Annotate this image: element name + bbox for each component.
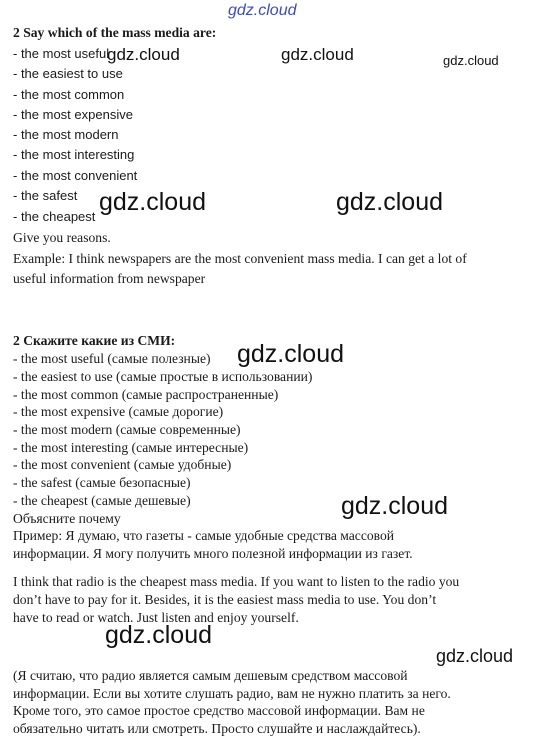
instruction-english: Give you reasons.: [13, 230, 111, 245]
list-item: - the most common (самые распространенные): [13, 387, 279, 402]
example-english: Example: I think newspapers are the most convenient mass media. I can get a lot of: [13, 251, 467, 266]
answer-russian: обязательно читать или смотреть. Просто слушайте и наслаждайтесь).: [13, 721, 421, 736]
list-item: - the most interesting (самые интересные): [13, 440, 249, 455]
list-item: - the cheapest: [13, 209, 96, 224]
watermark: gdz.cloud: [336, 188, 444, 216]
answer-english: I think that radio is the cheapest mass media. If you want to listen to the radio you: [13, 574, 460, 589]
watermark-top: gdz.cloud: [228, 2, 297, 19]
watermark: gdz.cloud: [341, 492, 449, 520]
watermark: gdz.cloud: [237, 340, 345, 368]
watermark: gdz.cloud: [436, 646, 514, 666]
list-item: - the most convenient: [13, 168, 138, 183]
watermark: gdz.cloud: [99, 188, 207, 216]
instruction-russian: Объясните почему: [13, 511, 121, 526]
list-item: - the cheapest (самые дешевые): [13, 493, 191, 508]
watermark: gdz.cloud: [443, 53, 499, 68]
watermark: gdz.cloud: [281, 45, 354, 64]
answer-english: have to read or watch. Just listen and enjoy yourself.: [13, 610, 299, 625]
list-item: - the most expensive (самые дорогие): [13, 404, 224, 419]
list-item: - the easiest to use (самые простые в использовании): [13, 369, 313, 384]
answer-russian: (Я считаю, что радио является самым дешевым средством массовой: [13, 668, 408, 683]
list-item: - the most convenient (самые удобные): [13, 457, 232, 472]
list-item: - the most useful: [13, 46, 110, 61]
answer-russian: информации. Если вы хотите слушать радио, вам не нужно платить за него.: [13, 686, 451, 701]
answer-english: don’t have to pay for it. Besides, it is the easiest mass media to use. You don’t: [13, 592, 437, 607]
list-item: - the most useful (самые полезные): [13, 351, 211, 366]
task-title-russian: 2 Скажите какие из СМИ:: [13, 333, 176, 348]
list-item: - the most common: [13, 87, 125, 102]
watermark: gdz.cloud: [107, 45, 180, 64]
list-item: - the most expensive: [13, 107, 133, 122]
task-title-english: 2 Say which of the mass media are:: [13, 25, 217, 40]
list-item: - the most modern: [13, 127, 119, 142]
example-russian: Пример: Я думаю, что газеты - самые удобные средства массовой: [13, 528, 395, 543]
answer-russian: Кроме того, это самое простое средство массовой информации. Вам не: [13, 703, 425, 718]
list-item: - the most modern (самые современные): [13, 422, 241, 437]
list-item: - the safest (самые безопасные): [13, 475, 191, 490]
list-item: - the safest: [13, 188, 78, 203]
list-item: - the most interesting: [13, 147, 135, 162]
watermark: gdz.cloud: [105, 621, 213, 649]
example-english: useful information from newspaper: [13, 271, 206, 286]
example-russian: информации. Я могу получить много полезной информации из газет.: [13, 546, 413, 561]
list-item: - the easiest to use: [13, 66, 123, 81]
